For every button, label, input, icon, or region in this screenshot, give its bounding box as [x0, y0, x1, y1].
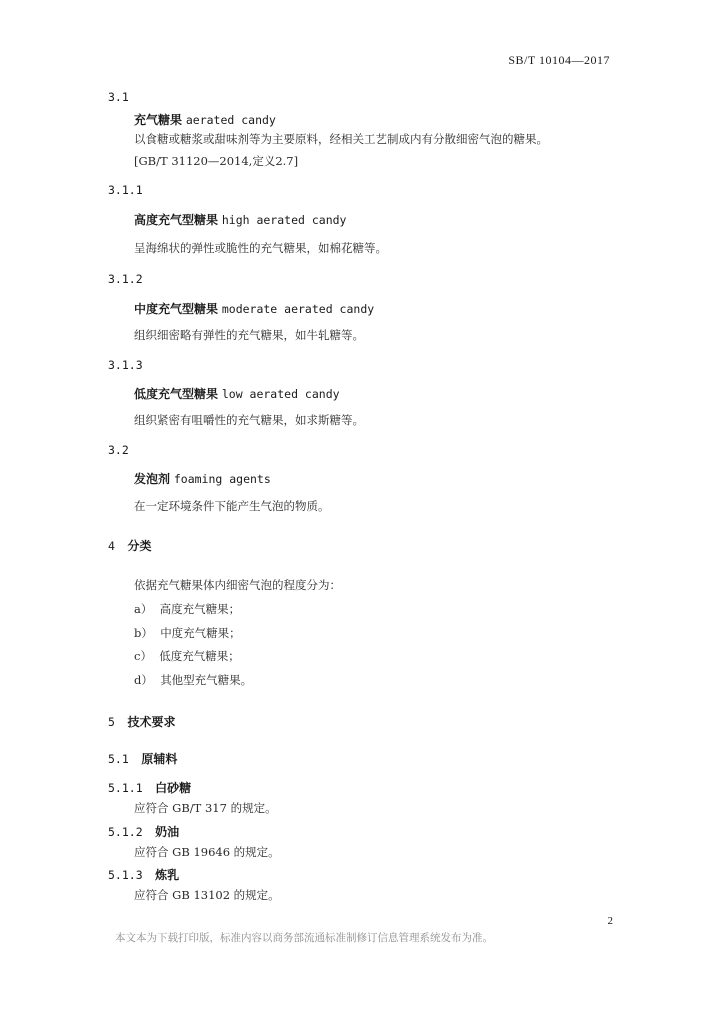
term-en: high aerated candy	[221, 213, 347, 227]
list-item	[134, 672, 252, 688]
term-title	[134, 300, 374, 317]
material-name: 白砂糖	[155, 781, 192, 795]
term-number: 3.1.1	[108, 183, 143, 197]
term-number: 3.1.2	[108, 272, 143, 286]
section-title: 技术要求	[127, 715, 176, 729]
section-intro: 依据充气糖果体内细密气泡的程度分为：	[134, 578, 341, 592]
term-definition: 呈海绵状的弹性或脆性的充气糖果，如棉花糖等。	[134, 241, 387, 255]
term-title	[134, 470, 271, 487]
term-en: aerated candy	[185, 113, 276, 127]
term-number: 3.1	[108, 90, 129, 104]
list-marker: d）	[134, 673, 153, 687]
term-title	[134, 211, 346, 228]
material-number: 5.1.3	[108, 868, 143, 882]
section-number: 5	[108, 715, 115, 729]
list-text: 其他型充气糖果。	[160, 673, 253, 687]
material-heading	[108, 779, 191, 796]
material-heading	[108, 823, 179, 840]
list-item	[134, 625, 241, 641]
term-en: foaming agents	[173, 472, 271, 486]
list-marker: b）	[134, 626, 153, 640]
term-definition: 组织细密略有弹性的充气糖果，如牛轧糖等。	[134, 328, 364, 342]
term-definition: 组织紧密有咀嚼性的充气糖果，如求斯糖等。	[134, 413, 364, 427]
subsection-number: 5.1	[108, 752, 129, 766]
subsection-heading	[108, 750, 177, 767]
list-marker: a）	[134, 602, 153, 616]
term-zh: 高度充气型糖果	[134, 213, 219, 227]
term-zh: 中度充气型糖果	[134, 302, 219, 316]
section-number: 4	[108, 539, 115, 553]
term-reference: [GB/T 31120—2014,定义2.7]	[134, 154, 299, 168]
material-requirement: 应符合 GB/T 317 的规定。	[134, 801, 277, 815]
term-en: moderate aerated candy	[221, 302, 375, 316]
section-heading	[108, 537, 152, 554]
footer-note: 本文本为下载打印版，标准内容以商务部流通标准制修订信息管理系统发布为准。	[115, 932, 493, 944]
standard-code: SB/T 10104—2017	[508, 53, 610, 67]
material-name: 炼乳	[155, 868, 180, 882]
list-marker: c）	[134, 649, 152, 663]
material-requirement: 应符合 GB 13102 的规定。	[134, 888, 280, 902]
term-definition: 以食糖或糖浆或甜味剂等为主要原料，经相关工艺制成内有分散细密气泡的糖果。	[134, 132, 548, 146]
section-heading	[108, 713, 176, 730]
term-number: 3.1.3	[108, 358, 143, 372]
list-item	[134, 648, 240, 664]
page-number: 2	[607, 915, 613, 927]
list-item	[134, 601, 240, 617]
subsection-title: 原辅料	[141, 752, 178, 766]
term-title	[134, 385, 340, 402]
material-number: 5.1.2	[108, 825, 143, 839]
term-zh: 充气糖果	[134, 113, 183, 127]
list-text: 低度充气糖果；	[159, 649, 240, 663]
term-definition: 在一定环境条件下能产生气泡的物质。	[134, 499, 330, 513]
term-en: low aerated candy	[221, 387, 340, 401]
material-name: 奶油	[155, 825, 180, 839]
material-number: 5.1.1	[108, 781, 143, 795]
section-title: 分类	[127, 539, 152, 553]
term-zh: 低度充气型糖果	[134, 387, 219, 401]
list-text: 中度充气糖果；	[160, 626, 241, 640]
list-text: 高度充气糖果；	[159, 602, 241, 616]
term-zh: 发泡剂	[134, 472, 171, 486]
term-title	[134, 111, 276, 128]
material-requirement: 应符合 GB 19646 的规定。	[134, 845, 280, 859]
material-heading	[108, 866, 179, 883]
term-number: 3.2	[108, 443, 129, 457]
